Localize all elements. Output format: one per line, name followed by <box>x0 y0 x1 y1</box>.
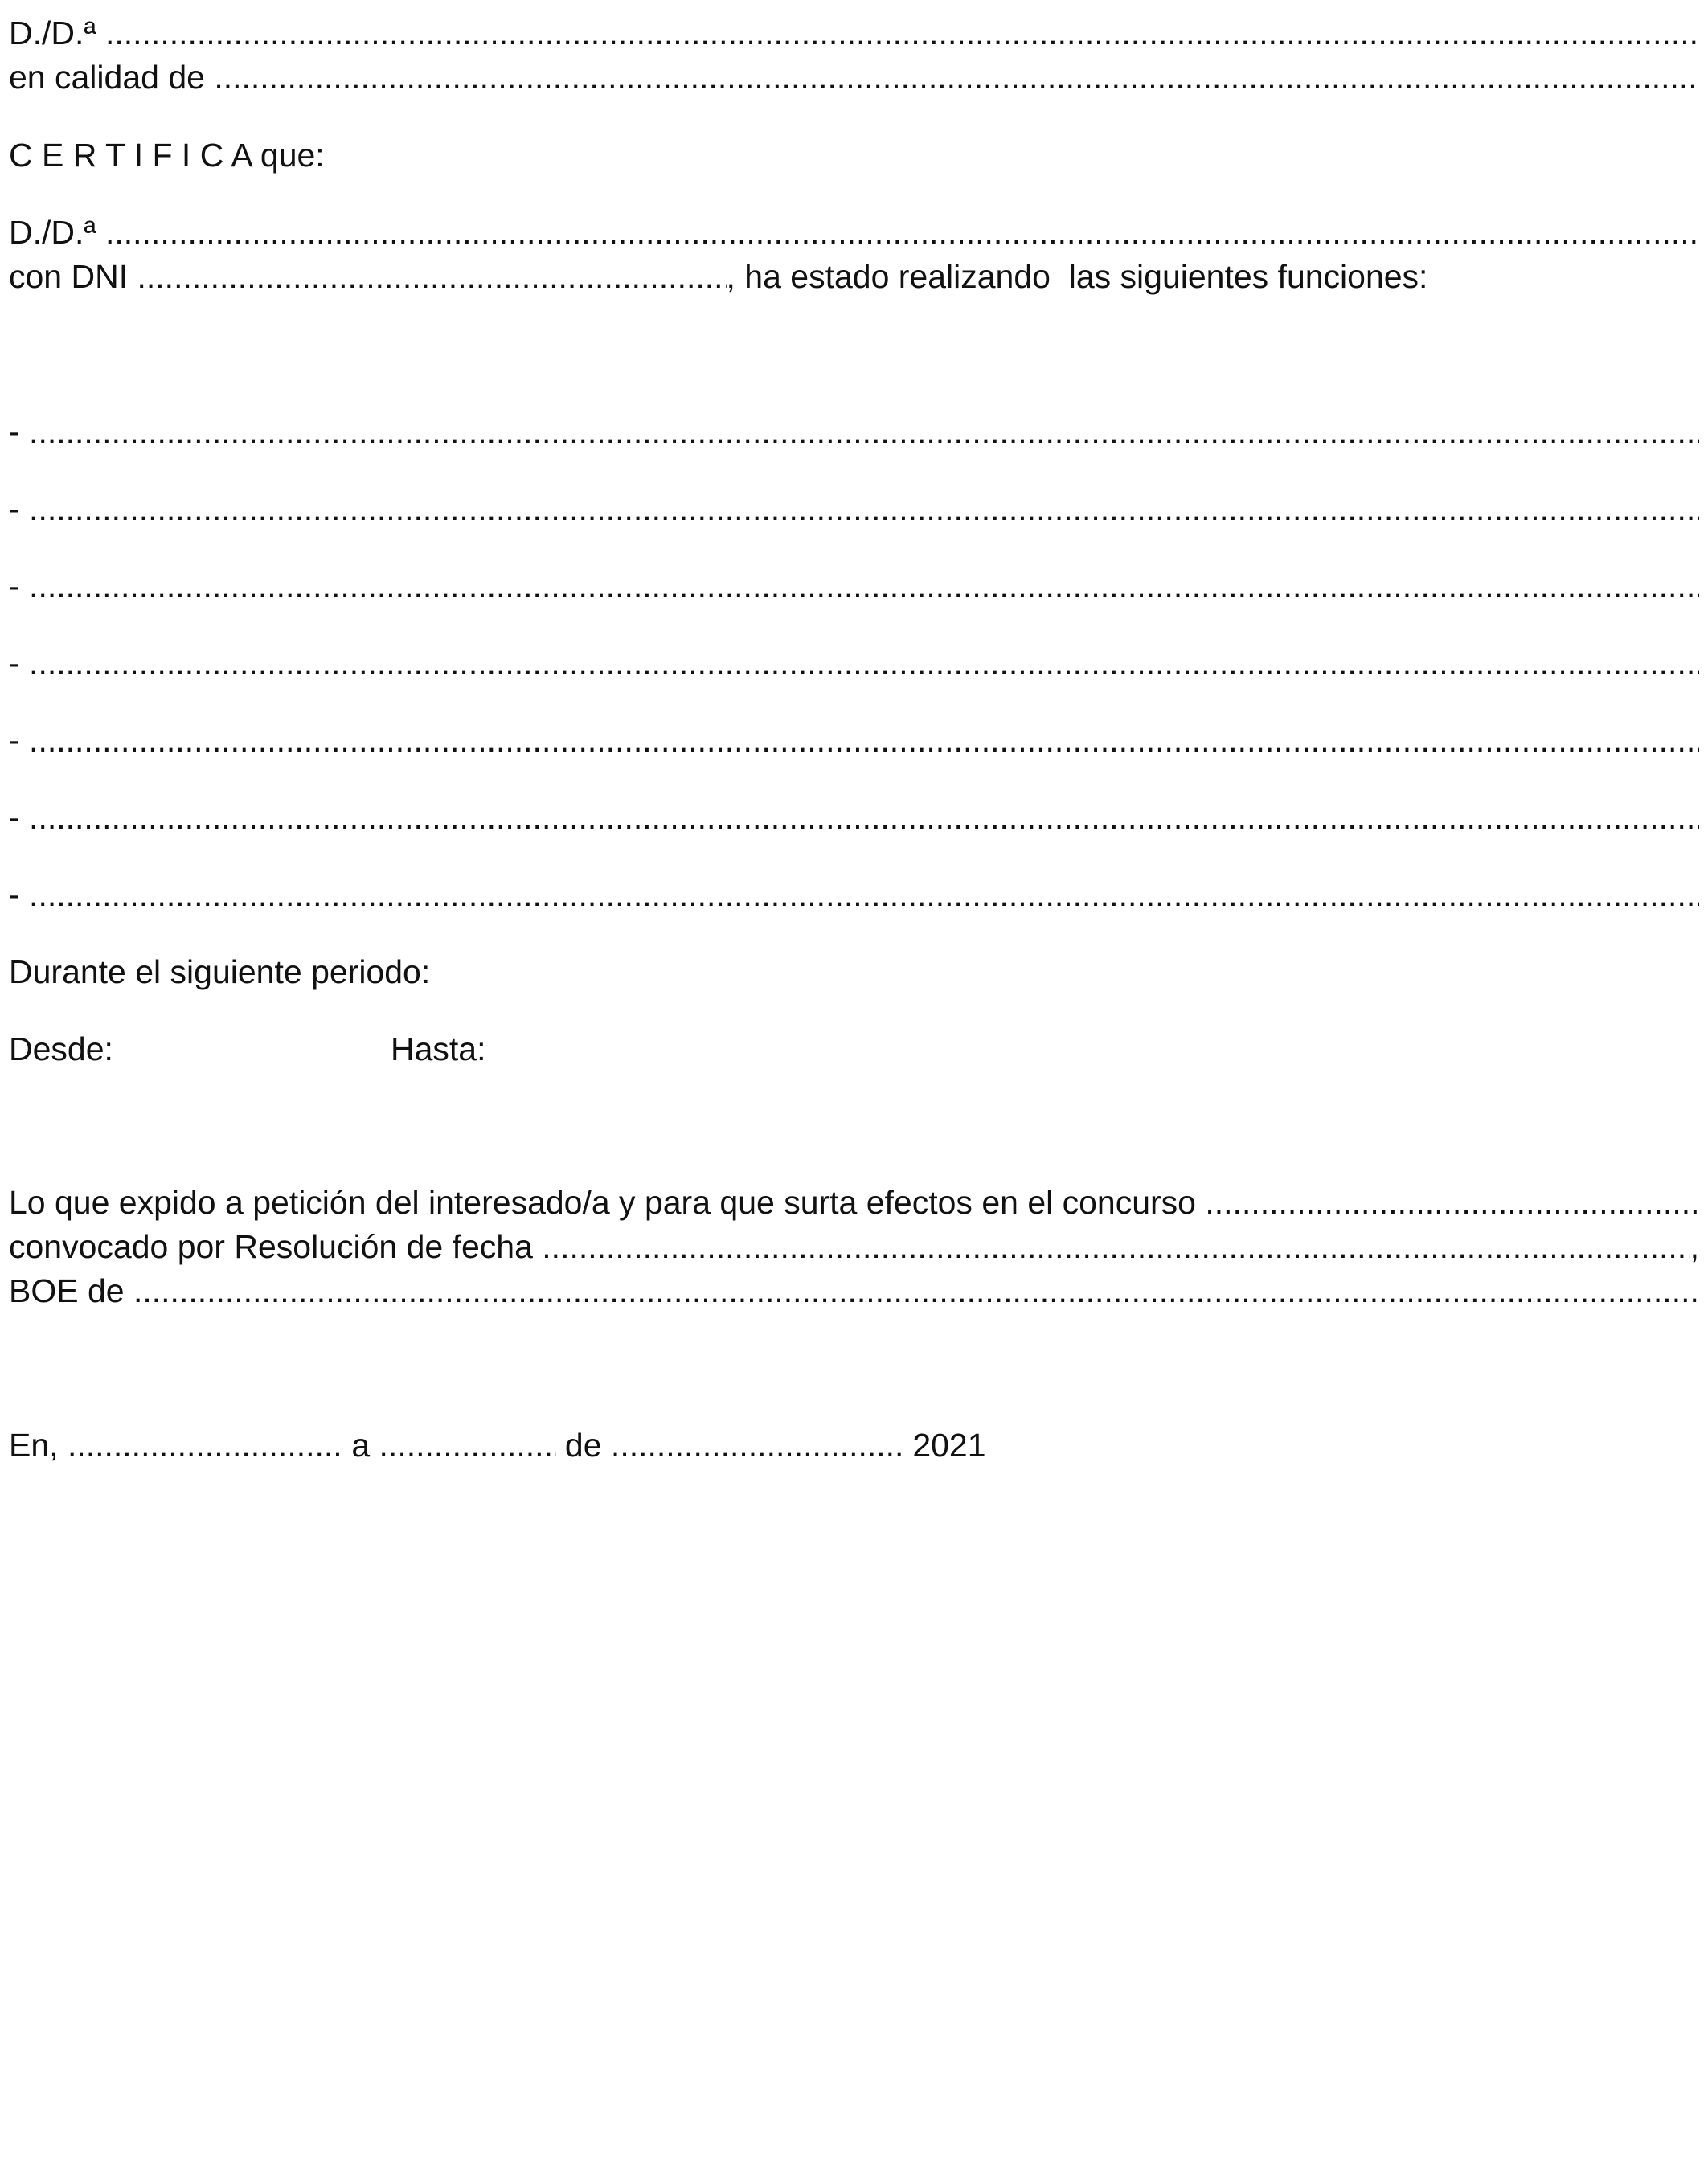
calidad-line <box>9 55 1699 99</box>
hasta-label: Hasta: <box>391 1030 486 1067</box>
function-line-1 <box>9 410 1699 453</box>
resolucion-fecha-fill[interactable] <box>542 1225 1690 1268</box>
closing-line-1 <box>9 1181 1699 1224</box>
function-fill[interactable] <box>29 641 1699 685</box>
closing-text-1: Lo que expido a petición del interesado/a y para que surta efectos en el concurso <box>9 1184 1206 1221</box>
a-label: a <box>342 1427 379 1464</box>
dd-line-1 <box>9 11 1699 55</box>
function-line-4 <box>9 641 1699 685</box>
function-bullet: - <box>9 876 30 913</box>
function-line-6 <box>9 796 1699 839</box>
closing-text-2: convocado por Resolución de fecha <box>9 1228 543 1265</box>
certifica-heading: C E R T I F I C A que: <box>9 137 325 174</box>
dd-label-1: D./D.ª <box>9 14 105 51</box>
function-fill[interactable] <box>29 796 1699 839</box>
month-fill[interactable] <box>611 1423 903 1467</box>
desde-label: Desde: <box>9 1030 113 1067</box>
concurso-fill[interactable] <box>1205 1181 1699 1224</box>
boe-fill[interactable] <box>133 1269 1699 1313</box>
function-fill[interactable] <box>29 410 1699 453</box>
dni-label: con DNI <box>9 258 137 295</box>
function-line-2 <box>9 487 1699 530</box>
function-bullet: - <box>9 490 30 527</box>
en-label: En, <box>9 1427 68 1464</box>
closing-line-2 <box>9 1225 1699 1268</box>
dd-fill-2[interactable] <box>105 211 1699 254</box>
period-intro: Durante el siguiente periodo: <box>9 953 431 990</box>
function-fill[interactable] <box>29 719 1699 762</box>
function-bullet: - <box>9 722 30 759</box>
dd-fill-1[interactable] <box>105 11 1699 55</box>
year-label: 2021 <box>903 1427 986 1464</box>
closing-comma: , <box>1690 1228 1699 1265</box>
signature-line <box>9 1423 1054 1467</box>
function-line-5 <box>9 719 1699 762</box>
function-fill[interactable] <box>29 487 1699 530</box>
function-fill[interactable] <box>29 564 1699 608</box>
function-fill[interactable] <box>29 873 1699 916</box>
dni-suffix: , ha estado realizando las siguientes funciones: <box>726 258 1428 295</box>
closing-line-3 <box>9 1269 1699 1313</box>
calidad-fill[interactable] <box>214 55 1699 99</box>
function-bullet: - <box>9 567 30 604</box>
function-bullet: - <box>9 799 30 836</box>
function-line-7 <box>9 873 1699 916</box>
dd-line-2 <box>9 211 1699 254</box>
function-bullet: - <box>9 413 30 450</box>
place-fill[interactable] <box>68 1423 342 1467</box>
de-label: de <box>555 1427 611 1464</box>
calidad-label: en calidad de <box>9 59 215 96</box>
boe-label: BOE de <box>9 1272 133 1309</box>
function-line-3 <box>9 564 1699 608</box>
dd-label-2: D./D.ª <box>9 214 105 251</box>
dni-fill[interactable] <box>137 255 727 298</box>
function-bullet: - <box>9 645 30 682</box>
dni-line <box>9 255 1699 298</box>
day-fill[interactable] <box>379 1423 556 1467</box>
